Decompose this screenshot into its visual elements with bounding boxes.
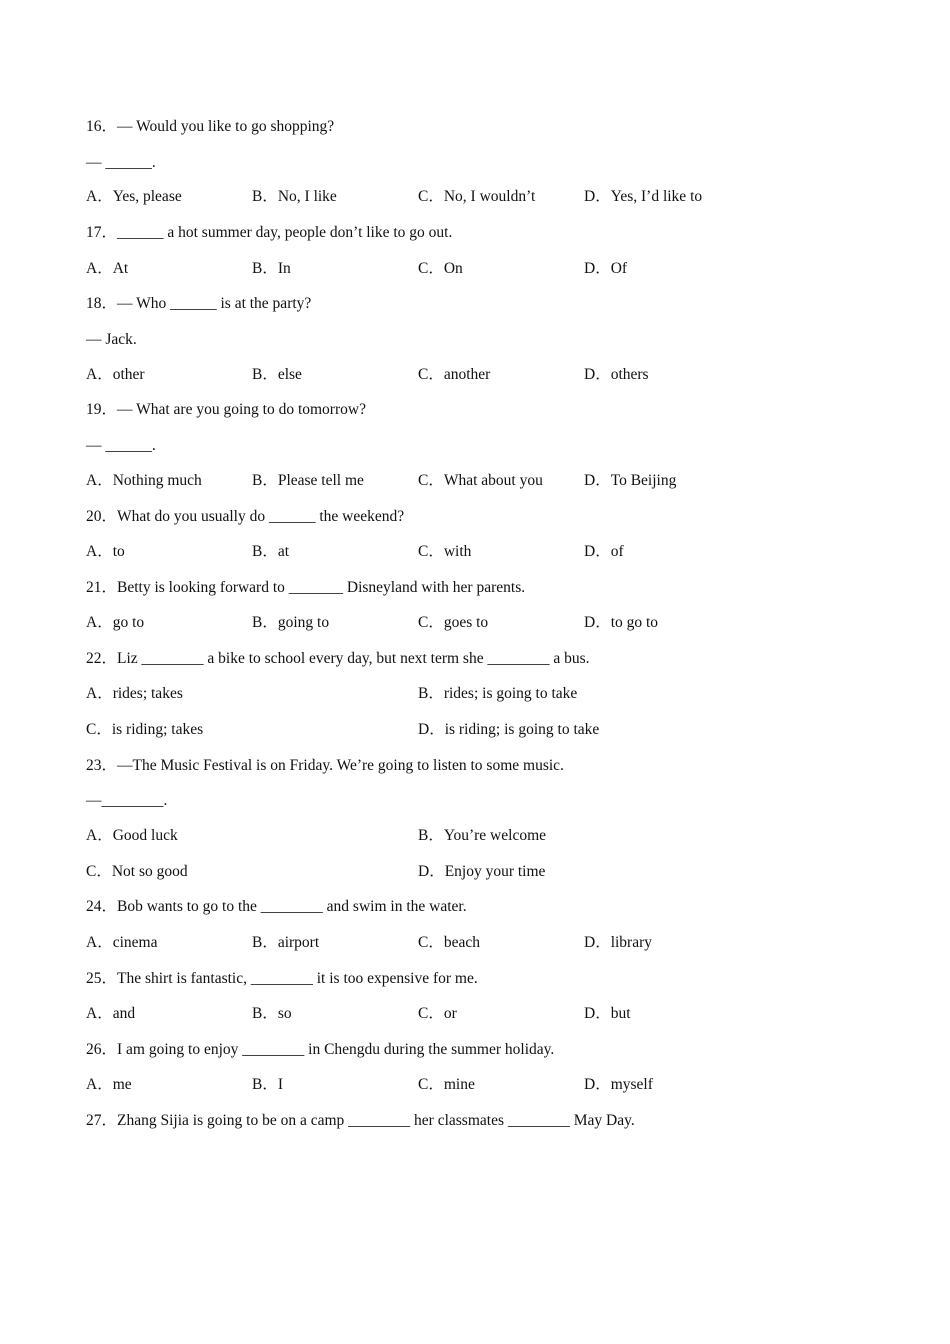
question-21-option-a: A．go to: [86, 614, 145, 631]
question-21-stem: 21．Betty is looking forward to _______ Disneyland with her parents.: [86, 579, 526, 596]
question-26-stem: 26．I am going to enjoy ________ in Chengdu during the summer holiday.: [86, 1041, 555, 1058]
question-26-option-d: D．myself: [584, 1076, 653, 1093]
question-19-reply: — ______.: [86, 437, 156, 454]
question-19-option-b: B．Please tell me: [252, 472, 364, 489]
question-20-stem: 20．What do you usually do ______ the weekend?: [86, 508, 405, 525]
question-18-stem: 18．— Who ______ is at the party?: [86, 295, 312, 312]
question-22-stem: 22．Liz ________ a bike to school every day, but next term she ________ a bus.: [86, 650, 590, 667]
question-16-reply: — ______.: [86, 154, 156, 171]
question-21-option-c: C．goes to: [418, 614, 489, 631]
question-17-option-c: C．On: [418, 260, 463, 277]
question-22-option-d: D．is riding; is going to take: [418, 721, 600, 738]
question-23-option-d: D．Enjoy your time: [418, 863, 546, 880]
question-21-option-d: D．to go to: [584, 614, 659, 631]
question-23-option-a: A．Good luck: [86, 827, 178, 844]
question-17-stem: 17．______ a hot summer day, people don’t like to go out.: [86, 224, 453, 241]
question-16-option-c: C．No, I wouldn’t: [418, 188, 536, 205]
question-20-option-b: B．at: [252, 543, 290, 560]
question-18-option-a: A．other: [86, 366, 145, 383]
question-26-option-c: C．mine: [418, 1076, 475, 1093]
question-20-option-d: D．of: [584, 543, 624, 560]
question-26-option-b: B．I: [252, 1076, 284, 1093]
question-25-option-b: B．so: [252, 1005, 292, 1022]
question-16-stem: 16．— Would you like to go shopping?: [86, 118, 335, 135]
question-22-option-a: A．rides; takes: [86, 685, 183, 702]
question-16-option-d: D．Yes, I’d like to: [584, 188, 703, 205]
question-19-option-d: D．To Beijing: [584, 472, 677, 489]
question-18-option-b: B．else: [252, 366, 302, 383]
question-17-option-d: D．Of: [584, 260, 628, 277]
question-25-option-a: A．and: [86, 1005, 136, 1022]
question-24-option-c: C．beach: [418, 934, 480, 951]
question-21-option-b: B．going to: [252, 614, 330, 631]
question-17-option-a: A．At: [86, 260, 129, 277]
question-26-option-a: A．me: [86, 1076, 132, 1093]
question-25-option-d: D．but: [584, 1005, 631, 1022]
question-20-option-c: C．with: [418, 543, 472, 560]
question-22-option-c: C．is riding; takes: [86, 721, 204, 738]
question-18-option-c: C．another: [418, 366, 491, 383]
question-24-option-b: B．airport: [252, 934, 320, 951]
question-16-option-b: B．No, I like: [252, 188, 337, 205]
question-23-stem: 23．—The Music Festival is on Friday. We’re going to listen to some music.: [86, 757, 564, 774]
question-27-stem: 27．Zhang Sijia is going to be on a camp ________ her classmates ________ May Day.: [86, 1112, 635, 1129]
question-22-option-b: B．rides; is going to take: [418, 685, 578, 702]
question-19-option-a: A．Nothing much: [86, 472, 202, 489]
question-19-option-c: C．What about you: [418, 472, 543, 489]
question-20-option-a: A．to: [86, 543, 125, 560]
question-17-option-b: B．In: [252, 260, 291, 277]
question-16-option-a: A．Yes, please: [86, 188, 182, 205]
question-25-stem: 25．The shirt is fantastic, ________ it is too expensive for me.: [86, 970, 478, 987]
question-18-option-d: D．others: [584, 366, 649, 383]
question-19-stem: 19．— What are you going to do tomorrow?: [86, 401, 366, 418]
question-24-stem: 24．Bob wants to go to the ________ and swim in the water.: [86, 898, 467, 915]
question-23-option-c: C．Not so good: [86, 863, 188, 880]
question-24-option-d: D．library: [584, 934, 653, 951]
question-23-reply: —________.: [86, 792, 168, 809]
question-18-reply: — Jack.: [86, 331, 137, 348]
question-24-option-a: A．cinema: [86, 934, 158, 951]
question-25-option-c: C．or: [418, 1005, 457, 1022]
question-23-option-b: B．You’re welcome: [418, 827, 547, 844]
